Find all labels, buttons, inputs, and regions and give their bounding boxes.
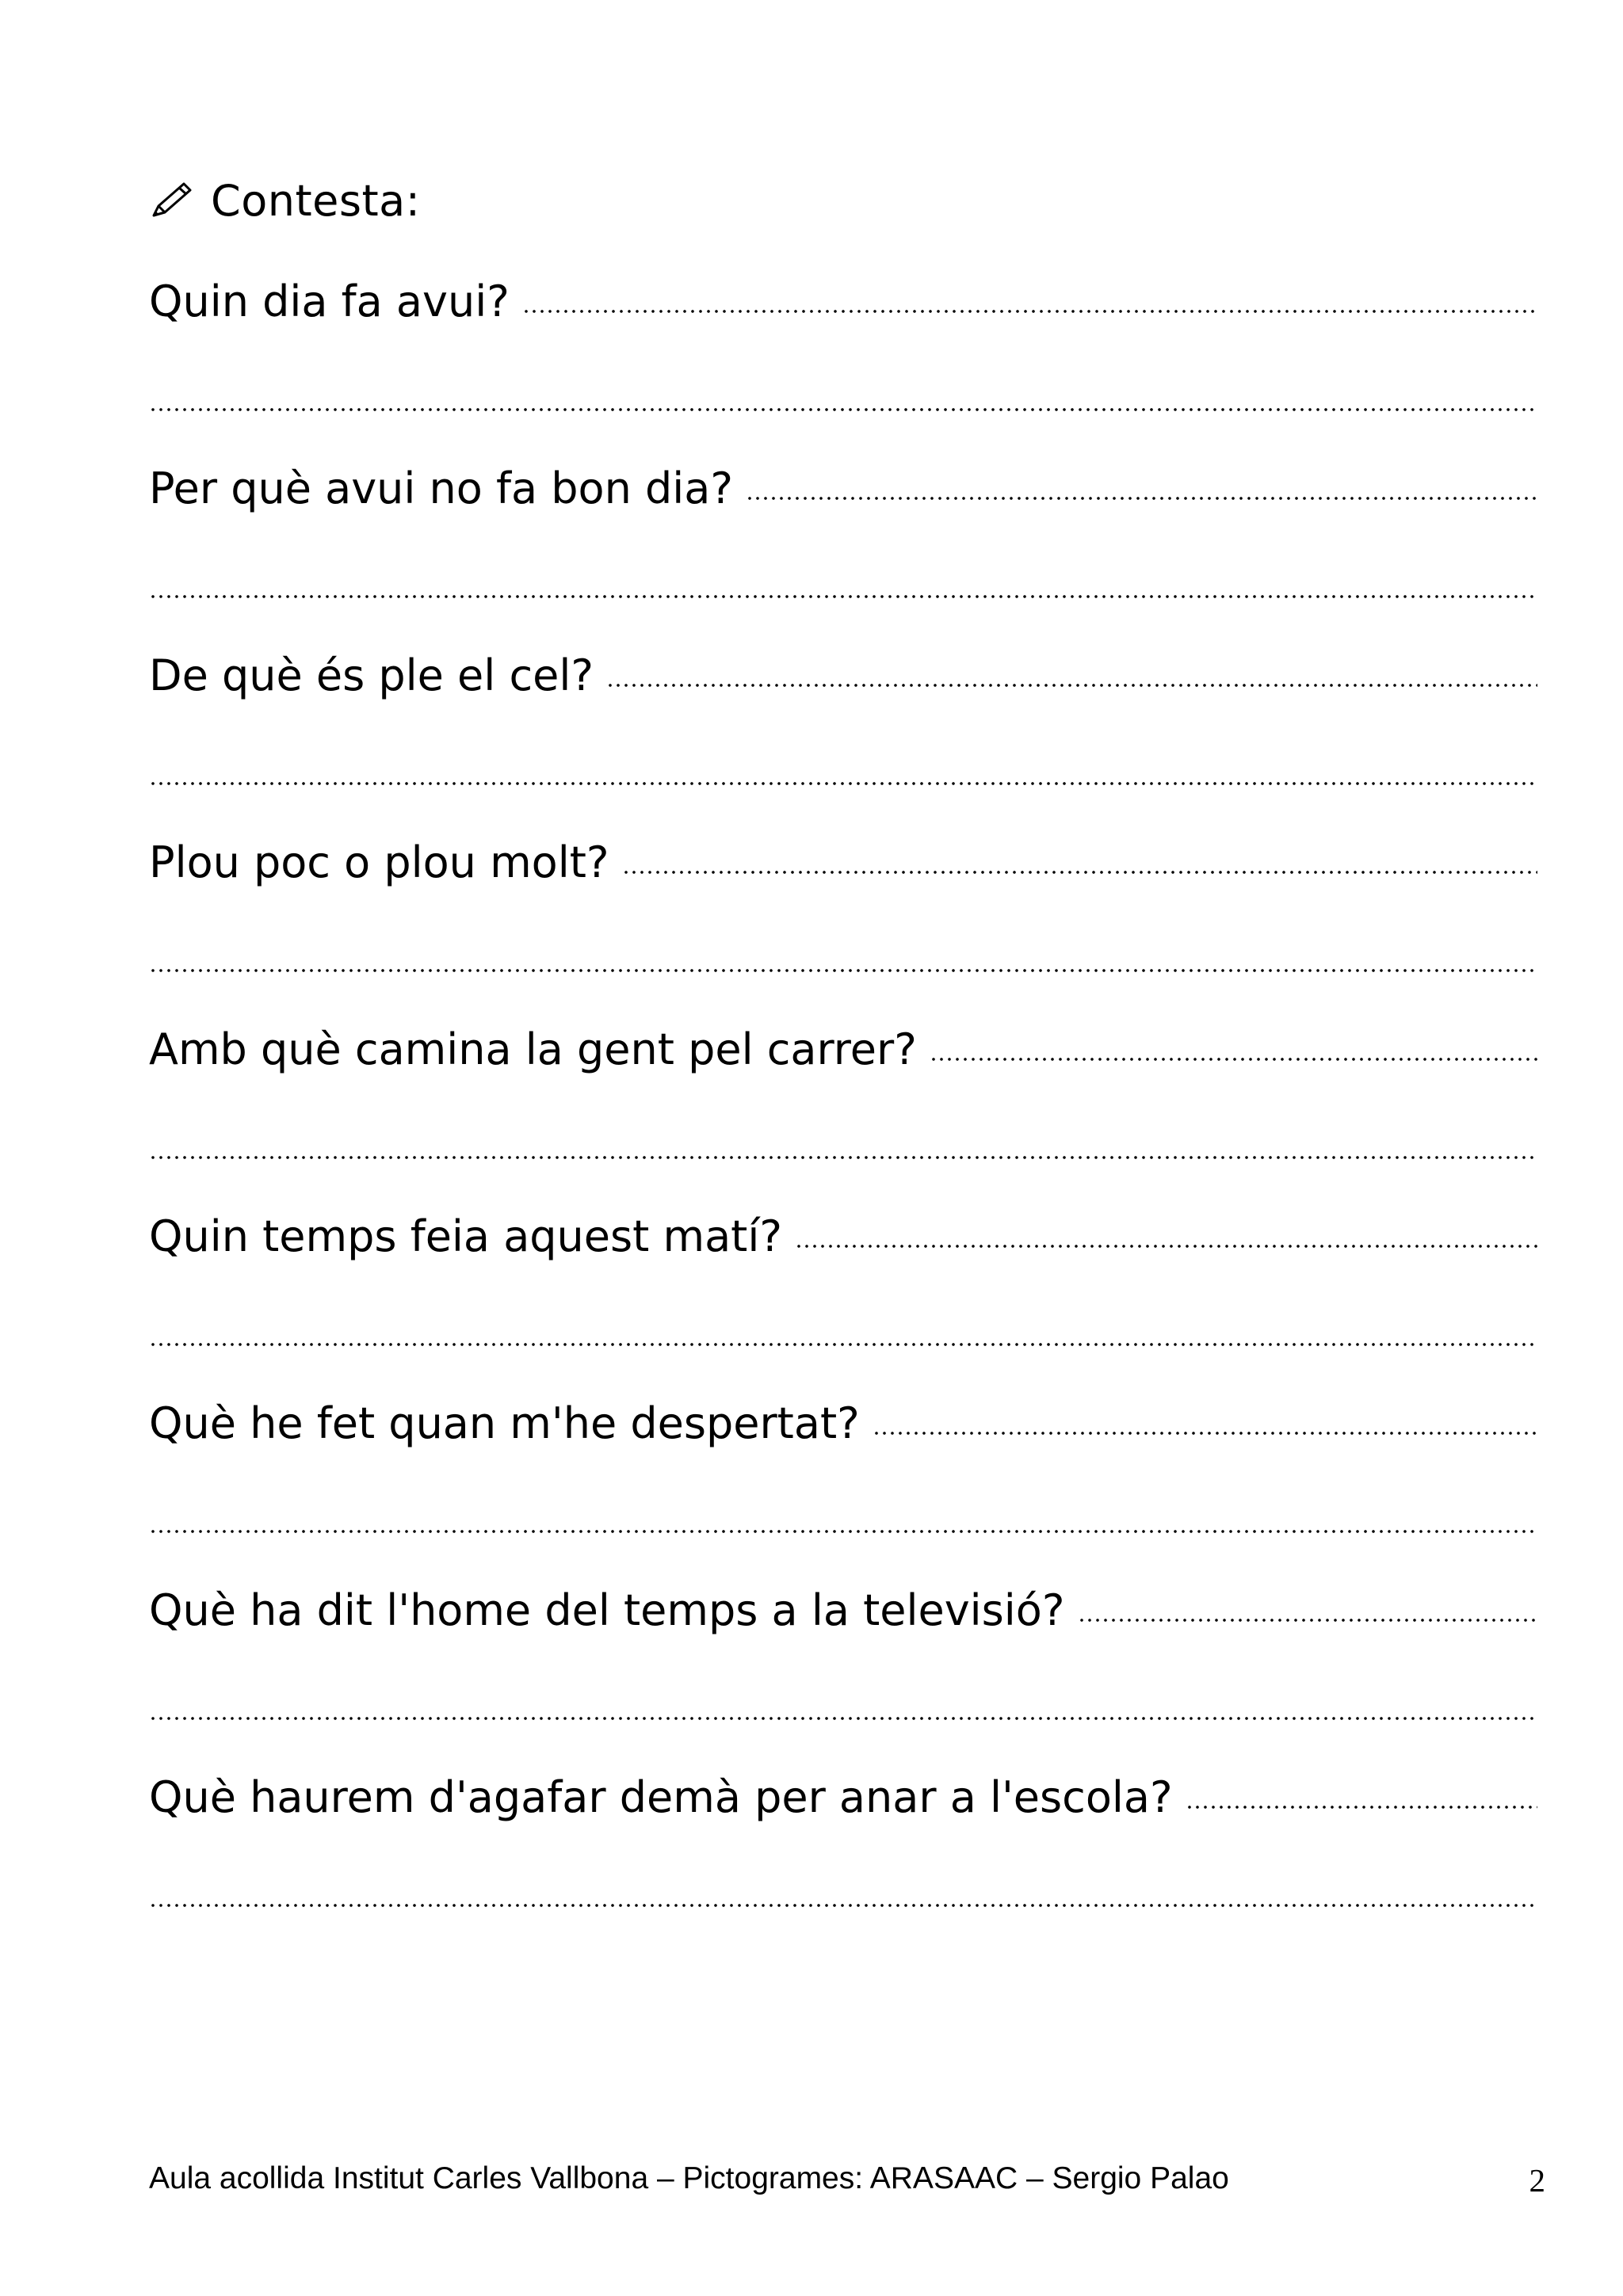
question-text: Què he fet quan m'he despertat?: [149, 1398, 860, 1448]
question-text: Plou poc o plou molt?: [149, 837, 609, 887]
question-item: [149, 813, 1537, 1000]
answer-line[interactable]: [149, 968, 1537, 973]
answer-line[interactable]: [149, 781, 1537, 786]
question-text: Què ha dit l'home del temps a la televisió?: [149, 1585, 1065, 1635]
question-text: Què haurem d'agafar demà per anar a l'escola?: [149, 1772, 1173, 1822]
question-text: Quin dia fa avui?: [149, 277, 510, 326]
answer-line[interactable]: [930, 1057, 1537, 1062]
question-item: [149, 1187, 1537, 1374]
answer-line[interactable]: [149, 594, 1537, 599]
questions-list: [149, 252, 1537, 1935]
footer-credits: Aula acollida Institut Carles Vallbona – Pictogrames: ARASAAC – Sergio Palao: [149, 2161, 1229, 2195]
question-text: Per què avui no fa bon dia?: [149, 463, 733, 513]
answer-line[interactable]: [149, 1529, 1537, 1534]
answer-line[interactable]: [149, 1903, 1537, 1908]
question-item: [149, 626, 1537, 813]
answer-line[interactable]: [149, 1716, 1537, 1721]
answer-line[interactable]: [149, 1155, 1537, 1160]
answer-line[interactable]: [606, 683, 1537, 688]
question-item: [149, 1748, 1537, 1935]
page-number: 2: [1529, 2162, 1545, 2199]
question-text: Quin temps feia aquest matí?: [149, 1211, 783, 1261]
answer-line[interactable]: [149, 407, 1537, 412]
answer-line[interactable]: [746, 496, 1537, 501]
instruction-label: Contesta:: [211, 175, 421, 226]
answer-line[interactable]: [873, 1431, 1537, 1436]
question-item: [149, 252, 1537, 439]
answer-line[interactable]: [1078, 1618, 1538, 1623]
answer-line[interactable]: [622, 870, 1537, 875]
instruction-header: [149, 173, 420, 228]
answer-line[interactable]: [795, 1244, 1537, 1249]
question-text: De què és ple el cel?: [149, 650, 594, 700]
answer-line[interactable]: [1186, 1805, 1537, 1810]
question-item: [149, 1374, 1537, 1561]
question-item: [149, 1561, 1537, 1748]
pencil-icon: [149, 181, 193, 220]
question-item: [149, 1000, 1537, 1187]
page-footer: [149, 2161, 1545, 2199]
question-item: [149, 439, 1537, 626]
answer-line[interactable]: [149, 1342, 1537, 1347]
question-text: Amb què camina la gent pel carrer?: [149, 1024, 917, 1074]
answer-line[interactable]: [522, 309, 1537, 314]
